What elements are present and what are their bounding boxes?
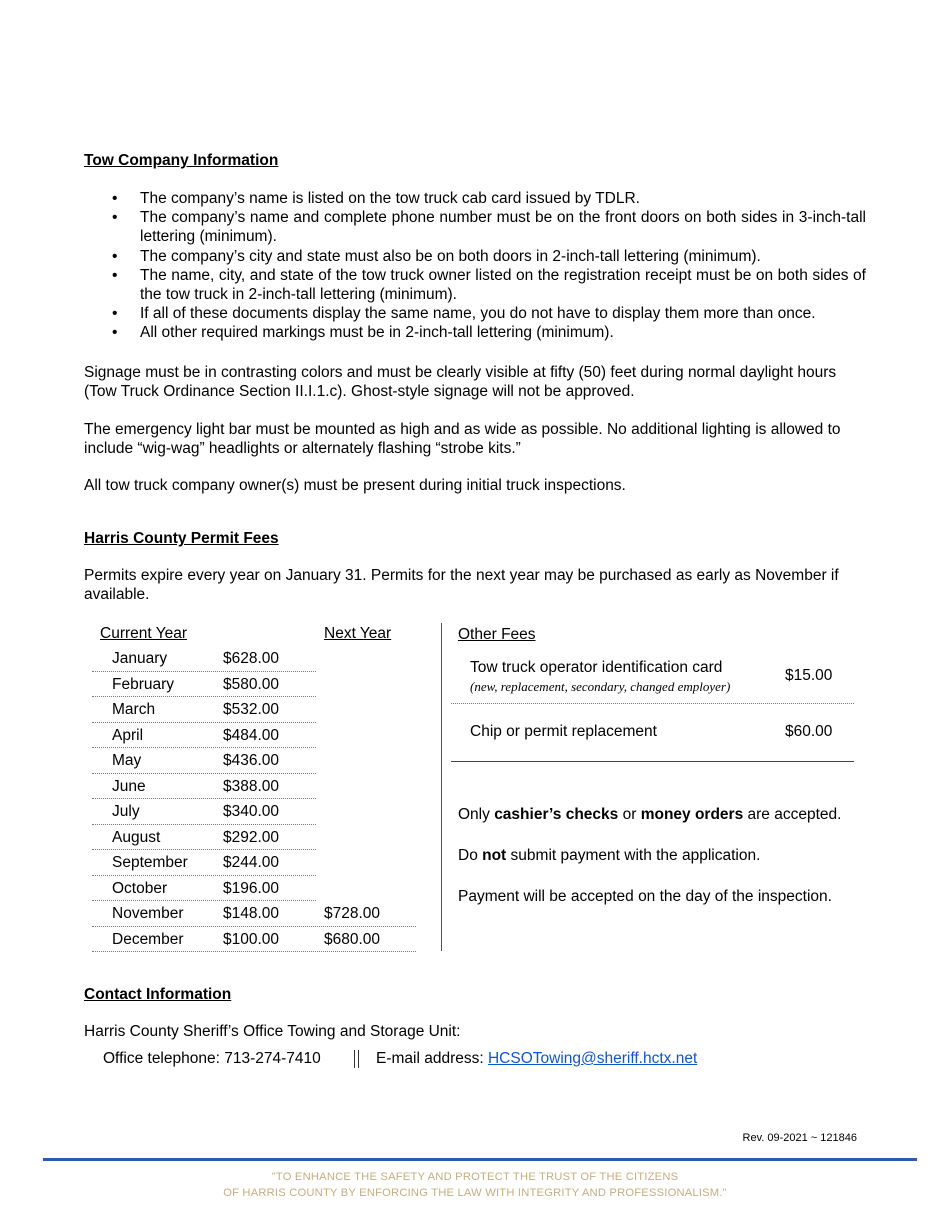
month-price: $340.00	[223, 803, 280, 820]
permit-fees-heading: Harris County Permit Fees	[84, 530, 279, 547]
month-price: $292.00	[223, 828, 280, 846]
month-name: November	[112, 905, 184, 922]
accepted-payment-note	[458, 805, 841, 824]
table-row	[92, 927, 416, 953]
table-row	[92, 799, 416, 825]
table-row	[92, 901, 416, 927]
month-price: $436.00	[223, 752, 280, 769]
contact-heading: Contact Information	[84, 986, 232, 1003]
month-price: $148.00	[223, 905, 280, 922]
month-name: March	[112, 701, 156, 718]
payment-day-note: Payment will be accepted on the day of the inspection.	[458, 888, 832, 905]
month-name: February	[112, 675, 175, 693]
accepted-note-text: are accepted.	[743, 806, 842, 823]
other-fees-header: Other Fees	[458, 626, 536, 643]
chip-replacement-fee-amount: $60.00	[785, 723, 833, 740]
accepted-note-text: Only	[458, 806, 495, 823]
contact-unit: Harris County Sheriff’s Office Towing and Storage Unit:	[84, 1023, 461, 1040]
table-row	[92, 748, 416, 774]
list-item: • The company’s name is listed on the tow truck cab card issued by TDLR.	[84, 189, 866, 208]
contact-separator	[354, 1050, 359, 1068]
month-name: September	[112, 854, 188, 871]
light-bar-paragraph: The emergency light bar must be mounted as high and as wide as possible. No additional lighting is allowed to include “wig-wag” headlights or alternately flashing “strobe kits.”	[84, 421, 841, 457]
accepted-note-text: or	[618, 806, 641, 823]
month-price: $244.00	[223, 854, 280, 871]
permit-intro-paragraph: Permits expire every year on January 31. Permits for the next year may be purchased as early as November if available.	[84, 567, 839, 603]
row-divider	[92, 951, 416, 952]
table-row	[92, 723, 416, 749]
table-row	[92, 825, 416, 851]
fee-column-divider	[441, 623, 442, 951]
month-name: December	[112, 930, 184, 948]
month-price: $100.00	[223, 930, 280, 948]
email-label: E-mail address:	[376, 1050, 488, 1067]
list-item: • The name, city, and state of the tow truck owner listed on the registration receipt must be on both sides of the tow truck in 2-inch-tall lettering (minimum).	[84, 266, 866, 304]
month-price: $532.00	[223, 701, 280, 718]
month-name: August	[112, 828, 161, 846]
no-payment-text: submit payment with the application.	[506, 847, 761, 864]
list-item: • The company’s city and state must also be on both doors in 2-inch-tall lettering (minimum).	[84, 247, 866, 266]
motto-line-2: OF HARRIS COUNTY BY ENFORCING THE LAW WITH INTEGRITY AND PROFESSIONALISM."	[223, 1187, 727, 1199]
table-row	[92, 850, 416, 876]
table-row	[92, 697, 416, 723]
tow-company-bullet-list	[84, 189, 866, 343]
next-year-price: $680.00	[324, 930, 381, 948]
footer-rule	[43, 1158, 917, 1161]
no-payment-bold: not	[482, 847, 507, 864]
list-item: • If all of these documents display the same name, you do not have to display them more than once.	[84, 304, 866, 323]
accepted-note-bold: cashier’s checks	[494, 806, 619, 823]
month-name: May	[112, 752, 142, 769]
motto-line-1: "TO ENHANCE THE SAFETY AND PROTECT THE TRUST OF THE CITIZENS	[271, 1171, 679, 1183]
month-price: $628.00	[223, 650, 280, 667]
id-card-fee-amount: $15.00	[785, 667, 833, 684]
email-line	[376, 1049, 697, 1068]
id-card-fee-label: Tow truck operator identification card	[470, 659, 723, 676]
signage-paragraph: Signage must be in contrasting colors and must be clearly visible at fifty (50) feet during normal daylight hours (Tow Truck Ordinance Section II.I.1.c). Ghost-style signage will not be approved.	[84, 364, 837, 400]
current-year-header: Current Year	[100, 625, 188, 642]
id-card-fee-note: (new, replacement, secondary, changed employer)	[470, 679, 731, 694]
list-item: • All other required markings must be in 2-inch-tall lettering (minimum).	[84, 323, 866, 342]
chip-replacement-fee-row	[451, 704, 854, 762]
month-name: January	[112, 650, 168, 667]
table-row	[92, 672, 416, 698]
chip-replacement-fee-label: Chip or permit replacement	[470, 723, 657, 740]
next-year-header: Next Year	[324, 625, 392, 642]
next-year-price: $728.00	[324, 905, 381, 922]
office-telephone: Office telephone: 713-274-7410	[103, 1050, 321, 1067]
no-payment-text: Do	[458, 847, 483, 864]
id-card-fee-row	[451, 648, 854, 704]
month-name: October	[112, 879, 168, 897]
table-row	[92, 646, 416, 672]
month-name: April	[112, 726, 144, 744]
month-price: $196.00	[223, 879, 280, 897]
email-link[interactable]: HCSOTowing@sheriff.hctx.net	[487, 1050, 698, 1067]
table-row	[92, 876, 416, 902]
month-price: $580.00	[223, 675, 280, 693]
owners-paragraph: All tow truck company owner(s) must be present during initial truck inspections.	[84, 477, 626, 494]
month-name: July	[112, 803, 140, 820]
tow-company-heading: Tow Company Information	[84, 152, 279, 169]
month-name: June	[112, 777, 146, 795]
month-price: $484.00	[223, 726, 280, 744]
accepted-note-bold: money orders	[640, 806, 744, 823]
revision-label: Rev. 09-2021 ~ 121846	[742, 1132, 857, 1144]
month-price: $388.00	[223, 777, 280, 795]
no-payment-note	[458, 846, 760, 865]
list-item: • The company’s name and complete phone number must be on the front doors on both sides in 3-inch-tall lettering (minimum).	[84, 208, 866, 246]
table-row	[92, 774, 416, 800]
